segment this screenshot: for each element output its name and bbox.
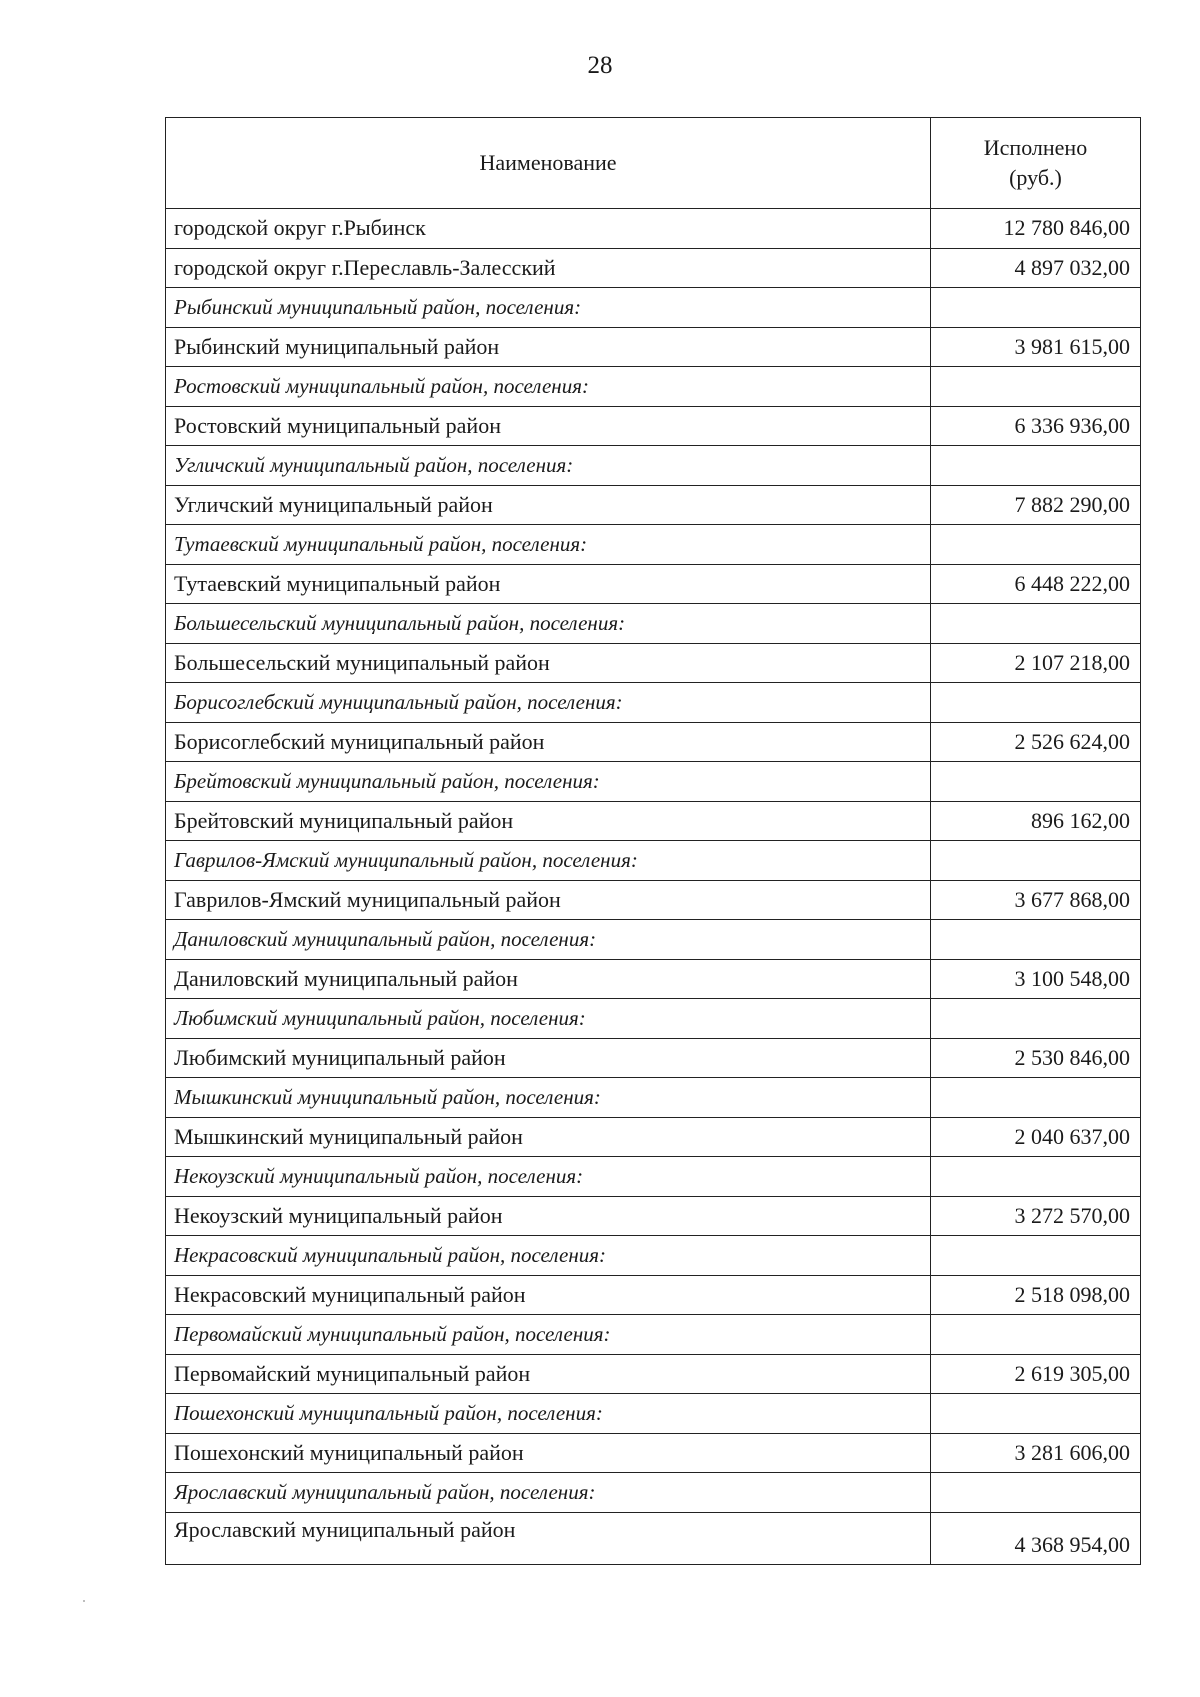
row-name-cell: Ярославский муниципальный район: [166, 1512, 931, 1564]
row-name-cell: Любимский муниципальный район: [166, 1038, 931, 1078]
row-name-cell: Гаврилов-Ямский муниципальный район: [166, 880, 931, 920]
row-amount-cell: 3 281 606,00: [931, 1433, 1141, 1473]
table-row: [166, 1038, 1141, 1078]
table-header-row: [166, 118, 1141, 209]
row-amount-cell: 4 368 954,00: [931, 1512, 1141, 1564]
row-name-cell: Брейтовский муниципальный район, поселения:: [166, 762, 931, 802]
row-name-cell: Угличский муниципальный район: [166, 485, 931, 525]
row-name-cell: Некрасовский муниципальный район, поселения:: [166, 1236, 931, 1276]
scan-speck: [83, 1600, 85, 1602]
row-name-cell: Борисоглебский муниципальный район: [166, 722, 931, 762]
table-row: [166, 1275, 1141, 1315]
table-row: [166, 959, 1141, 999]
row-name-cell: Большесельский муниципальный район, поселения:: [166, 604, 931, 644]
table-row: [166, 1117, 1141, 1157]
row-amount-cell: 2 526 624,00: [931, 722, 1141, 762]
row-amount-cell: [931, 1078, 1141, 1118]
row-name-cell: Некоузский муниципальный район: [166, 1196, 931, 1236]
table-row: [166, 248, 1141, 288]
row-name-cell: Тутаевский муниципальный район, поселения:: [166, 525, 931, 565]
table-row: [166, 1196, 1141, 1236]
row-amount-cell: [931, 1315, 1141, 1355]
row-name-cell: Ростовский муниципальный район: [166, 406, 931, 446]
section-header-row: [166, 1078, 1141, 1118]
table-row: [166, 801, 1141, 841]
row-amount-cell: [931, 446, 1141, 486]
row-name-cell: Пошехонский муниципальный район, поселения:: [166, 1394, 931, 1434]
row-name-cell: Борисоглебский муниципальный район, поселения:: [166, 683, 931, 723]
row-name-cell: Некоузский муниципальный район, поселения:: [166, 1157, 931, 1197]
row-name-cell: Мышкинский муниципальный район, поселения:: [166, 1078, 931, 1118]
section-header-row: [166, 683, 1141, 723]
section-header-row: [166, 604, 1141, 644]
row-name-cell: Рыбинский муниципальный район: [166, 327, 931, 367]
row-amount-cell: 7 882 290,00: [931, 485, 1141, 525]
column-header-executed-label: Исполнено: [983, 135, 1088, 160]
row-amount-cell: [931, 1394, 1141, 1434]
row-amount-cell: [931, 525, 1141, 565]
table-row: [166, 327, 1141, 367]
row-amount-cell: [931, 762, 1141, 802]
section-header-row: [166, 1157, 1141, 1197]
row-amount-cell: 3 677 868,00: [931, 880, 1141, 920]
column-header-executed: [931, 118, 1141, 209]
column-header-name: Наименование: [166, 118, 931, 209]
row-amount-cell: [931, 841, 1141, 881]
row-amount-cell: [931, 1236, 1141, 1276]
table-row: [166, 406, 1141, 446]
row-amount-cell: [931, 288, 1141, 328]
section-header-row: [166, 525, 1141, 565]
row-name-cell: Тутаевский муниципальный район: [166, 564, 931, 604]
row-amount-cell: [931, 1473, 1141, 1513]
row-name-cell: Угличский муниципальный район, поселения:: [166, 446, 931, 486]
section-header-row: [166, 920, 1141, 960]
row-amount-cell: 3 272 570,00: [931, 1196, 1141, 1236]
table-row: [166, 1354, 1141, 1394]
row-amount-cell: 2 040 637,00: [931, 1117, 1141, 1157]
row-name-cell: Даниловский муниципальный район, поселения:: [166, 920, 931, 960]
row-name-cell: Мышкинский муниципальный район: [166, 1117, 931, 1157]
section-header-row: [166, 446, 1141, 486]
table-row: [166, 564, 1141, 604]
row-amount-cell: 3 981 615,00: [931, 327, 1141, 367]
row-amount-cell: 6 448 222,00: [931, 564, 1141, 604]
table-row: [166, 1512, 1141, 1564]
row-amount-cell: [931, 999, 1141, 1039]
section-header-row: [166, 762, 1141, 802]
row-name-cell: Ярославский муниципальный район, поселения:: [166, 1473, 931, 1513]
row-name-cell: Первомайский муниципальный район: [166, 1354, 931, 1394]
row-name-cell: Пошехонский муниципальный район: [166, 1433, 931, 1473]
budget-table: [165, 117, 1141, 1565]
section-header-row: [166, 288, 1141, 328]
section-header-row: [166, 1315, 1141, 1355]
row-amount-cell: 3 100 548,00: [931, 959, 1141, 999]
section-header-row: [166, 367, 1141, 407]
row-amount-cell: 896 162,00: [931, 801, 1141, 841]
row-amount-cell: 12 780 846,00: [931, 209, 1141, 249]
row-amount-cell: [931, 683, 1141, 723]
row-amount-cell: [931, 367, 1141, 407]
row-amount-cell: 4 897 032,00: [931, 248, 1141, 288]
section-header-row: [166, 1236, 1141, 1276]
table-row: [166, 722, 1141, 762]
row-name-cell: Большесельский муниципальный район: [166, 643, 931, 683]
row-amount-cell: 2 530 846,00: [931, 1038, 1141, 1078]
table-row: [166, 880, 1141, 920]
table-row: [166, 485, 1141, 525]
row-amount-cell: 2 518 098,00: [931, 1275, 1141, 1315]
row-name-cell: Любимский муниципальный район, поселения:: [166, 999, 931, 1039]
section-header-row: [166, 1473, 1141, 1513]
row-amount-cell: [931, 920, 1141, 960]
section-header-row: [166, 999, 1141, 1039]
row-name-cell: Брейтовский муниципальный район: [166, 801, 931, 841]
row-amount-cell: 2 107 218,00: [931, 643, 1141, 683]
row-name-cell: Некрасовский муниципальный район: [166, 1275, 931, 1315]
column-header-executed-unit: (руб.): [1009, 165, 1062, 190]
row-name-cell: Ростовский муниципальный район, поселения:: [166, 367, 931, 407]
row-amount-cell: [931, 1157, 1141, 1197]
row-name-cell: Гаврилов-Ямский муниципальный район, поселения:: [166, 841, 931, 881]
table-row: [166, 1433, 1141, 1473]
row-amount-cell: 6 336 936,00: [931, 406, 1141, 446]
row-name-cell: Даниловский муниципальный район: [166, 959, 931, 999]
row-name-cell: городской округ г.Переславль-Залесский: [166, 248, 931, 288]
row-amount-cell: [931, 604, 1141, 644]
row-name-cell: городской округ г.Рыбинск: [166, 209, 931, 249]
row-name-cell: Рыбинский муниципальный район, поселения:: [166, 288, 931, 328]
table-row: [166, 209, 1141, 249]
row-name-cell: Первомайский муниципальный район, поселения:: [166, 1315, 931, 1355]
row-amount-cell: 2 619 305,00: [931, 1354, 1141, 1394]
section-header-row: [166, 841, 1141, 881]
page-number: 28: [587, 52, 613, 79]
section-header-row: [166, 1394, 1141, 1434]
table-row: [166, 643, 1141, 683]
